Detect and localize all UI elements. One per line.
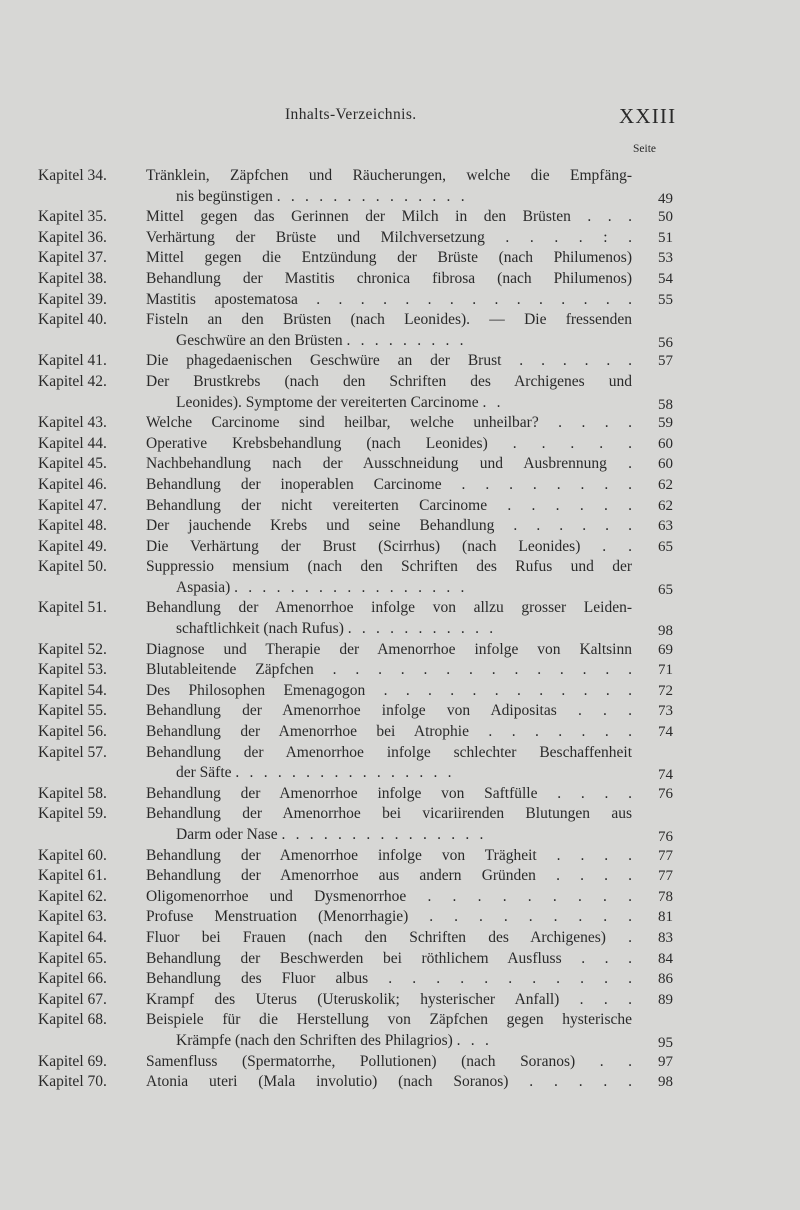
toc-entry [0, 990, 800, 1011]
chapter-title-line: Der Brustkrebs (nach den Schriften des Archigenes und [146, 372, 632, 390]
chapter-title-line: Atonia uteri (Mala involutio) (nach Soranos) . . . . . [146, 1073, 632, 1091]
toc-entry [0, 537, 800, 558]
toc-entry [0, 887, 800, 908]
leader-dots: . . . . . . . . . . . [347, 620, 497, 638]
page-ref: 86 [658, 971, 673, 988]
chapter-title [146, 1010, 632, 1051]
chapter-title-line: Behandlung der Amenorrhoe infolge schlechter Beschaffenheit [146, 743, 632, 761]
chapter-number: Kapitel 67. [38, 990, 107, 1008]
chapter-title [146, 1072, 632, 1093]
chapter-number: Kapitel 60. [38, 846, 107, 864]
chapter-number: Kapitel 63. [38, 908, 107, 926]
chapter-title [146, 516, 632, 537]
continuation-text: Leonides). Symptome der vereiterten Carcinome [176, 393, 479, 411]
chapter-title-line: Fisteln an den Brüsten (nach Leonides). — Die fressenden [146, 311, 632, 329]
chapter-number: Kapitel 44. [38, 434, 107, 452]
page-ref: 76 [658, 829, 673, 845]
chapter-title-line: Blutableitende Zäpfchen . . . . . . . . . . . . . . [146, 661, 632, 679]
leader-dots: . . [482, 393, 504, 411]
chapter-number: Kapitel 43. [38, 414, 107, 432]
chapter-title [146, 557, 632, 598]
chapter-title [146, 681, 632, 702]
chapter-title [146, 290, 632, 311]
page-ref: 58 [658, 396, 673, 413]
page-ref: 78 [658, 888, 673, 905]
chapter-title-line: Suppressio mensium (nach den Schriften des Rufus und der [146, 558, 632, 576]
chapter-number: Kapitel 56. [38, 723, 107, 741]
page-ref: 76 [658, 785, 673, 802]
chapter-number: Kapitel 50. [38, 558, 107, 576]
continuation-text: Krämpfe (nach den Schriften des Philagrios) [176, 1031, 453, 1049]
chapter-title-continuation [146, 763, 632, 784]
chapter-number: Kapitel 42. [38, 372, 107, 390]
chapter-title [146, 248, 632, 269]
toc-entry [0, 496, 800, 517]
chapter-title [146, 475, 632, 496]
chapter-number: Kapitel 58. [38, 784, 107, 802]
toc-entry [0, 269, 800, 290]
leader-dots: . . . . . . . . . . . . . . [276, 187, 468, 205]
chapter-title-line: Diagnose und Therapie der Amenorrhoe infolge von Kaltsinn [146, 640, 632, 658]
page-ref: 83 [658, 929, 673, 946]
page-ref: 60 [658, 435, 673, 452]
page-ref: 53 [658, 250, 673, 267]
chapter-title [146, 640, 632, 661]
page-ref: 72 [658, 682, 673, 699]
toc-entry [0, 784, 800, 805]
chapter-title-line: Welche Carcinome sind heilbar, welche unheilbar? . . . . [146, 414, 632, 432]
chapter-title-line: Des Philosophen Emenagogon . . . . . . . . . . . . [146, 681, 632, 699]
page-ref: 71 [658, 662, 673, 679]
chapter-title-continuation [146, 578, 632, 599]
chapter-title-continuation [146, 825, 632, 846]
chapter-number: Kapitel 34. [38, 167, 107, 184]
page-ref: 74 [658, 724, 673, 741]
chapter-number: Kapitel 64. [38, 928, 107, 946]
chapter-title-continuation [146, 393, 632, 414]
toc-entry [0, 949, 800, 970]
page-ref: 77 [658, 847, 673, 864]
chapter-number: Kapitel 62. [38, 887, 107, 905]
chapter-number: Kapitel 49. [38, 537, 107, 555]
toc-entry [0, 434, 800, 455]
chapter-title [146, 269, 632, 290]
chapter-number: Kapitel 70. [38, 1073, 107, 1091]
chapter-title [146, 434, 632, 455]
page-ref: 63 [658, 518, 673, 535]
page-ref: 50 [658, 209, 673, 226]
chapter-title-line: Behandlung der Mastitis chronica fibrosa (nach Philumenos) [146, 269, 632, 287]
chapter-number: Kapitel 45. [38, 455, 107, 473]
page-ref: 62 [658, 497, 673, 514]
chapter-title-line: Behandlung der nicht vereiterten Carcinome . . . . . . [146, 496, 632, 514]
toc-entry [0, 248, 800, 269]
continuation-text: nis begünstigen [176, 187, 273, 205]
toc-entry [0, 640, 800, 661]
chapter-title-line: Samenfluss (Spermatorrhe, Pollutionen) (nach Soranos) . . [146, 1052, 632, 1070]
chapter-title-line: Behandlung der Amenorrhoe bei Atrophie . . . . . . . [146, 723, 632, 741]
chapter-title [146, 846, 632, 867]
chapter-title [146, 496, 632, 517]
toc-entry [0, 907, 800, 928]
page-ref: 65 [658, 538, 673, 555]
toc-entry [0, 722, 800, 743]
chapter-title-line: Behandlung der Amenorrhoe infolge von Adipositas . . . [146, 702, 632, 720]
chapter-title-line: Behandlung der Amenorrhoe infolge von Trägheit . . . . [146, 846, 632, 864]
page-ref: 84 [658, 950, 673, 967]
chapter-title [146, 310, 632, 351]
chapter-number: Kapitel 59. [38, 805, 107, 823]
page-ref: 56 [658, 334, 673, 351]
leader-dots: . . . . . . . . . . . . . . . . [235, 764, 455, 782]
chapter-title-continuation [146, 619, 632, 640]
page-ref: 65 [658, 581, 673, 598]
leader-dots: . . . . . . . . . [346, 331, 467, 349]
chapter-title [146, 1052, 632, 1073]
toc-entry [0, 1072, 800, 1093]
chapter-title-line: Krampf des Uterus (Uteruskolik; hysterischer Anfall) . . . [146, 990, 632, 1008]
page-ref: 57 [658, 353, 673, 370]
chapter-number: Kapitel 61. [38, 867, 107, 885]
toc-entry [0, 928, 800, 949]
chapter-number: Kapitel 68. [38, 1011, 107, 1029]
chapter-title-line: Die phagedaenischen Geschwüre an der Brust . . . . . . [146, 352, 632, 370]
toc-entry [0, 681, 800, 702]
chapter-number: Kapitel 41. [38, 352, 107, 370]
chapter-number: Kapitel 47. [38, 496, 107, 514]
chapter-title [146, 598, 632, 639]
chapter-number: Kapitel 51. [38, 599, 107, 617]
chapter-title-line: Fluor bei Frauen (nach den Schriften des Archigenes) . [146, 928, 632, 946]
toc-entry [0, 804, 800, 845]
chapter-title [146, 537, 632, 558]
chapter-title [146, 166, 632, 207]
chapter-title-line: Oligomenorrhoe und Dysmenorrhoe . . . . . . . . . [146, 887, 632, 905]
toc-entry [0, 413, 800, 434]
toc-entry [0, 166, 800, 207]
chapter-number: Kapitel 55. [38, 702, 107, 720]
chapter-title-continuation [146, 331, 632, 352]
page-ref: 55 [658, 291, 673, 308]
chapter-title-line: Behandlung der Amenorrhoe infolge von Saftfülle . . . . [146, 784, 632, 802]
page-ref: 54 [658, 270, 673, 287]
chapter-title [146, 454, 632, 475]
chapter-title-line: Nachbehandlung nach der Ausschneidung und Ausbrennung . [146, 455, 632, 473]
chapter-title-line: Der jauchende Krebs und seine Behandlung . . . . . . [146, 517, 632, 535]
toc-entry [0, 516, 800, 537]
chapter-title [146, 990, 632, 1011]
chapter-title-line: Behandlung der Amenorrhoe bei vicariirenden Blutungen aus [146, 805, 632, 823]
toc-entry [0, 969, 800, 990]
continuation-text: Darm oder Nase [176, 826, 278, 843]
chapter-number: Kapitel 36. [38, 228, 107, 246]
toc-entry [0, 701, 800, 722]
chapter-title [146, 701, 632, 722]
toc-entry [0, 475, 800, 496]
chapter-title-line: Behandlung des Fluor albus . . . . . . . . . . . [146, 970, 632, 988]
chapter-title [146, 887, 632, 908]
toc-entry [0, 372, 800, 413]
leader-dots: . . . . . . . . . . . . . . . . . [234, 578, 468, 596]
toc-entry [0, 598, 800, 639]
chapter-title-line: Mastitis apostematosa . . . . . . . . . . . . . . . [146, 290, 632, 308]
chapter-number: Kapitel 69. [38, 1052, 107, 1070]
page-ref: 69 [658, 641, 673, 658]
chapter-number: Kapitel 53. [38, 661, 107, 679]
chapter-number: Kapitel 54. [38, 681, 107, 699]
chapter-title [146, 207, 632, 228]
chapter-number: Kapitel 65. [38, 949, 107, 967]
chapter-title-line: Die Verhärtung der Brust (Scirrhus) (nach Leonides) . . [146, 537, 632, 555]
chapter-title-line: Profuse Menstruation (Menorrhagie) . . . . . . . . . [146, 908, 632, 926]
page-ref: 81 [658, 909, 673, 926]
toc-entry [0, 660, 800, 681]
chapter-title [146, 928, 632, 949]
page-ref: 74 [658, 767, 673, 784]
chapter-title-line: Behandlung der Amenorrhoe infolge von allzu grosser Leiden- [146, 599, 632, 617]
page-ref: 89 [658, 991, 673, 1008]
chapter-number: Kapitel 40. [38, 311, 107, 329]
running-title: Inhalts-Verzeichnis. [285, 106, 417, 123]
toc-entry [0, 866, 800, 887]
page-ref: 73 [658, 703, 673, 720]
page-number: XXIII [619, 104, 677, 128]
toc-entry [0, 290, 800, 311]
chapter-title-line: Behandlung der Amenorrhoe aus andern Gründen . . . . [146, 867, 632, 885]
chapter-number: Kapitel 46. [38, 475, 107, 493]
chapter-title-line: Mittel gegen die Entzündung der Brüste (nach Philumenos) [146, 249, 632, 267]
chapter-title-line: Beispiele für die Herstellung von Zäpfchen gegen hysterische [146, 1011, 632, 1029]
chapter-title [146, 351, 632, 372]
toc-entry [0, 743, 800, 784]
chapter-title-line: Mittel gegen das Gerinnen der Milch in den Brüsten . . . [146, 208, 632, 226]
chapter-title-line: Behandlung der Beschwerden bei röthlichem Ausfluss . . . [146, 949, 632, 967]
chapter-title [146, 743, 632, 784]
chapter-number: Kapitel 57. [38, 743, 107, 761]
toc-entry [0, 1052, 800, 1073]
chapter-number: Kapitel 38. [38, 269, 107, 287]
chapter-title [146, 660, 632, 681]
page-ref: 97 [658, 1053, 673, 1070]
continuation-text: der Säfte [176, 764, 232, 782]
toc-entry [0, 207, 800, 228]
chapter-number: Kapitel 35. [38, 208, 107, 226]
chapter-title-continuation [146, 1031, 632, 1052]
chapter-title [146, 866, 632, 887]
toc-entry [0, 1010, 800, 1051]
chapter-title-line: Verhärtung der Brüste und Milchversetzung . . . . : . [146, 228, 632, 246]
chapter-title-line: Tränklein, Zäpfchen und Räucherungen, welche die Empfäng- [146, 167, 632, 184]
toc-entry [0, 454, 800, 475]
chapter-number: Kapitel 52. [38, 640, 107, 658]
chapter-title [146, 722, 632, 743]
leader-dots: . . . [456, 1031, 493, 1049]
page-ref: 77 [658, 868, 673, 885]
page-ref: 59 [658, 415, 673, 432]
toc-entry [0, 228, 800, 249]
page-ref: 60 [658, 456, 673, 473]
page-ref: 51 [658, 229, 673, 246]
chapter-title [146, 228, 632, 249]
page-ref: 62 [658, 476, 673, 493]
page-ref: 49 [658, 190, 673, 207]
chapter-title-line: Behandlung der inoperablen Carcinome . . . . . . . . [146, 475, 632, 493]
chapter-title [146, 413, 632, 434]
leader-dots: . . . . . . . . . . . . . . . [281, 826, 487, 843]
chapter-title [146, 907, 632, 928]
page-ref: 95 [658, 1034, 673, 1051]
chapter-title [146, 949, 632, 970]
page-ref: 98 [658, 623, 673, 640]
chapter-number: Kapitel 66. [38, 970, 107, 988]
chapter-title [146, 784, 632, 805]
chapter-number: Kapitel 48. [38, 517, 107, 535]
chapter-number: Kapitel 39. [38, 290, 107, 308]
toc-entry [0, 310, 800, 351]
seite-column-label: Seite [633, 143, 656, 155]
chapter-title-continuation [146, 187, 632, 208]
toc-entry [0, 557, 800, 598]
table-of-contents [0, 166, 800, 1093]
continuation-text: schaftlichkeit (nach Rufus) [176, 620, 344, 638]
chapter-number: Kapitel 37. [38, 249, 107, 267]
page-ref: 98 [658, 1074, 673, 1091]
continuation-text: Aspasia) [176, 578, 231, 596]
chapter-title [146, 969, 632, 990]
chapter-title-line: Operative Krebsbehandlung (nach Leonides) . . . . . [146, 434, 632, 452]
toc-entry [0, 846, 800, 867]
toc-entry [0, 351, 800, 372]
chapter-title [146, 372, 632, 413]
continuation-text: Geschwüre an den Brüsten [176, 331, 343, 349]
chapter-title [146, 804, 632, 845]
